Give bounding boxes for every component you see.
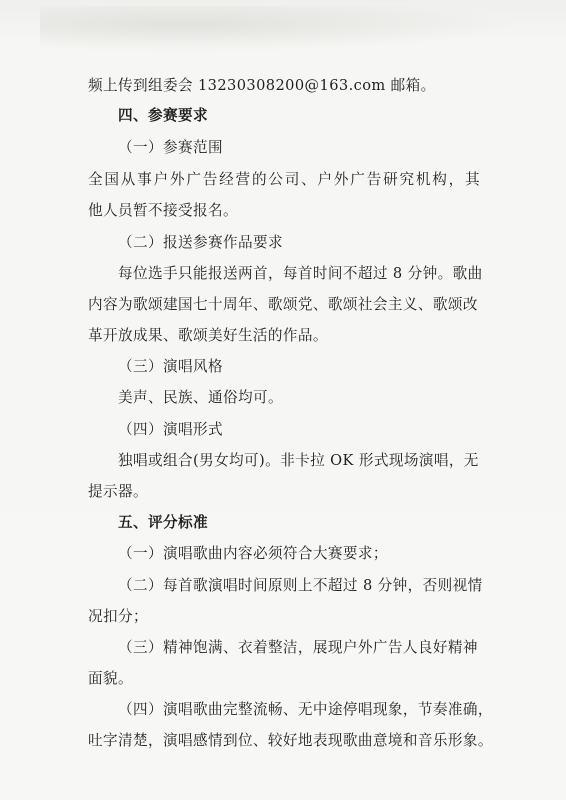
scoring-item-2-line-2: 况扣分； — [88, 608, 148, 625]
submission-text-line-1: 每位选手只能报送两首，每首时间不超过 8 分钟。歌曲 — [118, 265, 483, 282]
style-text: 美声、民族、通俗均可。 — [118, 389, 283, 406]
scope-text-line-1: 全国从事户外广告经营的公司、户外广告研究机构，其 — [88, 171, 482, 188]
format-text-line-1: 独唱或组合(男女均可)。非卡拉 OK 形式现场演唱，无 — [118, 452, 479, 469]
subheading-style: （三）演唱风格 — [118, 358, 223, 375]
submission-text-line-2: 内容为歌颂建国七十周年、歌颂党、歌颂社会主义、歌颂改 — [88, 296, 478, 313]
subheading-submission: （二）报送参赛作品要求 — [118, 234, 283, 251]
scoring-item-4-line-1: （四）演唱歌曲完整流畅、无中途停唱现象，节奏准确， — [118, 701, 493, 718]
submission-email-line: 频上传到组委会 13230308200@163.com 邮箱。 — [88, 77, 436, 94]
scoring-item-3-line-2: 面貌。 — [88, 670, 133, 687]
subheading-format: （四）演唱形式 — [118, 421, 223, 438]
scoring-item-3-line-1: （三）精神饱满、衣着整洁，展现户外广告人良好精神 — [118, 639, 478, 656]
section-heading-scoring: 五、评分标准 — [118, 514, 208, 531]
scope-text-line-2: 他人员暂不接受报名。 — [88, 202, 238, 219]
scoring-item-4-line-2: 吐字清楚，演唱感情到位、较好地表现歌曲意境和音乐形象。 — [88, 732, 493, 749]
submission-text-line-3: 革开放成果、歌颂美好生活的作品。 — [88, 327, 328, 344]
scoring-item-1: （一）演唱歌曲内容必须符合大赛要求； — [118, 545, 388, 562]
scan-shadow — [40, 6, 520, 52]
format-text-line-2: 提示器。 — [88, 483, 148, 500]
section-heading-requirements: 四、参赛要求 — [118, 107, 208, 124]
subheading-scope: （一）参赛范围 — [118, 139, 223, 156]
scoring-item-2-line-1: （二）每首歌演唱时间原则上不超过 8 分钟，否则视情 — [118, 577, 483, 594]
